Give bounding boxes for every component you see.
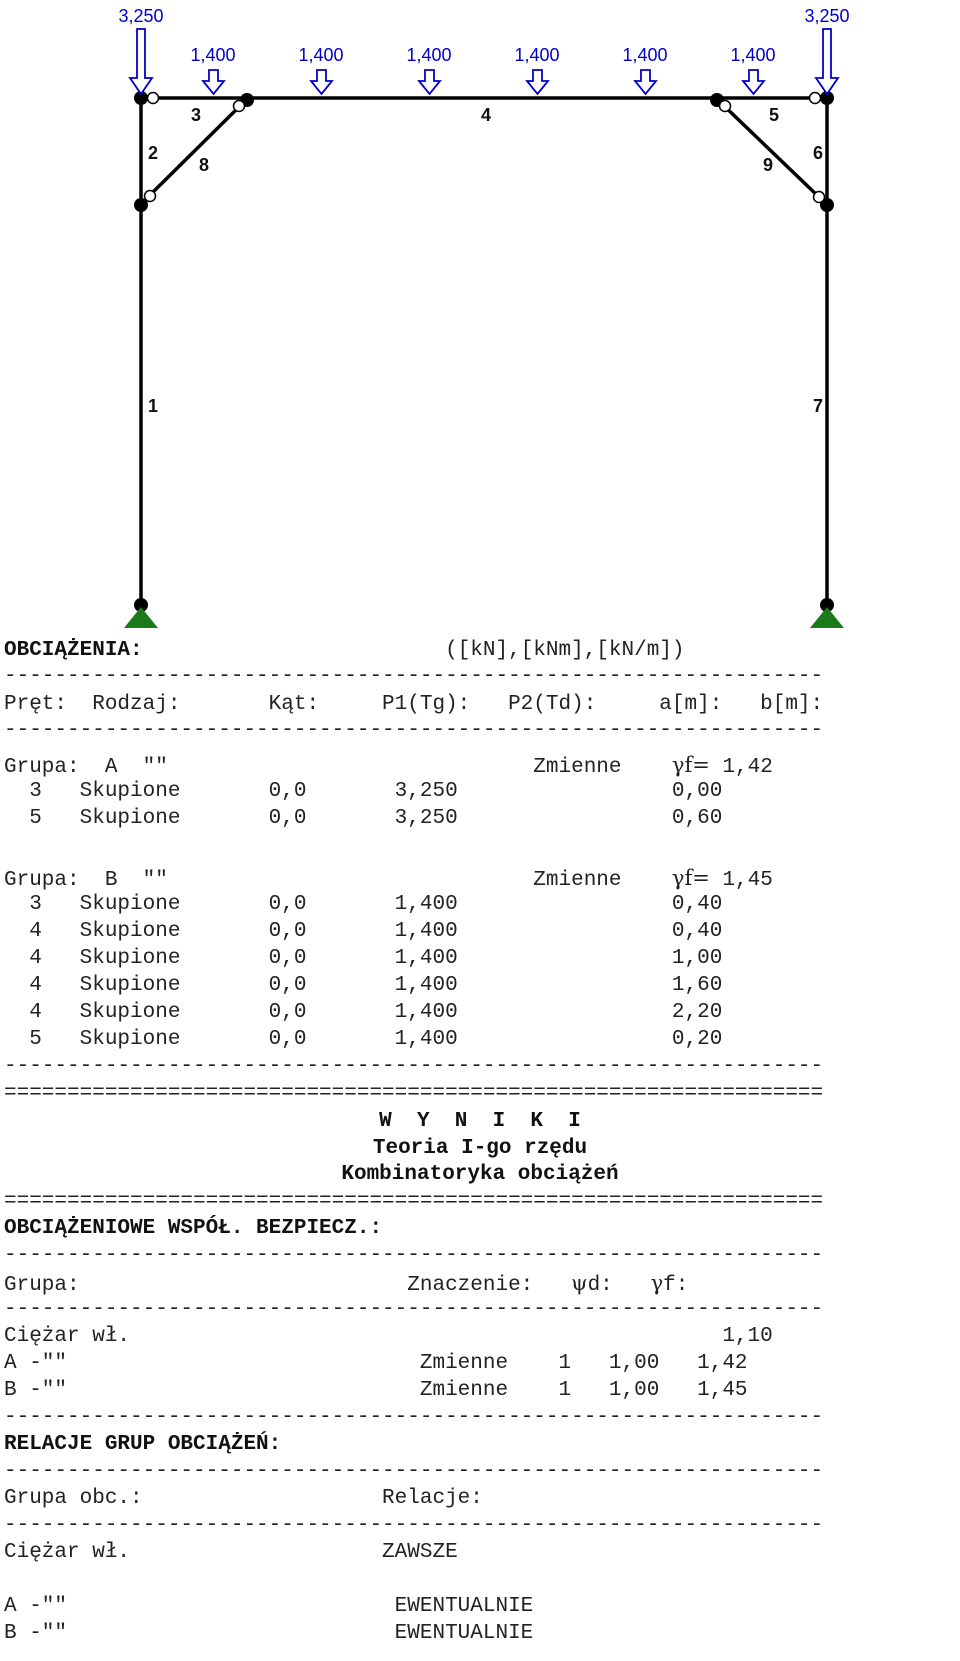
table-row: 4 Skupione 0,0 1,400 0,40: [4, 920, 723, 943]
hinge: [145, 191, 156, 202]
hinge: [148, 93, 159, 104]
separator: -----------------------------------------------------------------: [4, 665, 824, 688]
support-right: [810, 607, 844, 628]
load-arrow: [203, 70, 224, 94]
table-row: 4 Skupione 0,0 1,400 1,00: [4, 947, 723, 970]
separator: -----------------------------------------------------------------: [4, 1514, 824, 1537]
load-label: 3,250: [804, 6, 850, 26]
load-arrow: [743, 70, 764, 94]
load-arrow: [419, 70, 440, 94]
member-label: 6: [812, 143, 824, 163]
table-row: B -"" Zmienne 1 1,00 1,45: [4, 1379, 748, 1402]
table-row: Ciężar wł. 1,10: [4, 1325, 773, 1348]
loads-header: Pręt: Rodzaj: Kąt: P1(Tg): P2(Td): a[m]: b[m]:: [4, 693, 824, 716]
hinge: [720, 101, 731, 112]
member-label: 3: [190, 105, 202, 125]
load-arrow: [527, 70, 548, 94]
separator: -----------------------------------------------------------------: [4, 1406, 824, 1429]
results-theory: Teoria I-go rzędu: [372, 1137, 588, 1160]
relations-title: RELACJE GRUP OBCIĄŻEŃ:: [4, 1433, 282, 1456]
loads-title: OBCIĄŻENIA:: [4, 639, 143, 662]
member-label: 8: [198, 155, 210, 175]
support-left: [124, 607, 158, 628]
table-row: 3 Skupione 0,0 3,250 0,00: [4, 780, 723, 803]
load-arrow: [635, 70, 656, 94]
load-arrow-big: [816, 29, 838, 94]
table-row: 4 Skupione 0,0 1,400 1,60: [4, 974, 723, 997]
load-label: 1,400: [730, 45, 776, 65]
member-label: 4: [480, 105, 492, 125]
load-label: 3,250: [118, 6, 164, 26]
separator: -----------------------------------------------------------------: [4, 1460, 824, 1483]
factors-title: OBCIĄŻENIOWE WSPÓŁ. BEZPIECZ.:: [4, 1217, 383, 1240]
separator: -----------------------------------------------------------------: [4, 719, 824, 742]
hinge: [814, 192, 825, 203]
load-arrow-big: [130, 29, 152, 94]
member-label: 5: [768, 105, 780, 125]
separator: -----------------------------------------------------------------: [4, 1298, 824, 1321]
factors-header: Grupa: Znaczenie: ψd: γf:: [4, 1271, 689, 1297]
frame-diagram: [0, 0, 960, 640]
separator: -----------------------------------------------------------------: [4, 1244, 824, 1267]
separator-double: =================================================================: [4, 1190, 824, 1213]
group-a-header: Grupa: A "" Zmienne γf= 1,42: [4, 753, 773, 779]
results-title: W Y N I K I: [379, 1110, 581, 1133]
results-combinatorics: Kombinatoryka obciążeń: [341, 1163, 619, 1186]
separator-double: =================================================================: [4, 1082, 824, 1105]
member-label: 9: [762, 155, 774, 175]
member-label: 1: [147, 396, 159, 416]
load-label: 1,400: [190, 45, 236, 65]
load-label: 1,400: [298, 45, 344, 65]
member-label: 2: [147, 143, 159, 163]
table-row: 4 Skupione 0,0 1,400 2,20: [4, 1001, 723, 1024]
load-label: 1,400: [622, 45, 668, 65]
load-label: 1,400: [406, 45, 452, 65]
relations-header: Grupa obc.: Relacje:: [4, 1487, 483, 1510]
member-label: 7: [812, 396, 824, 416]
table-row: 3 Skupione 0,0 1,400 0,40: [4, 893, 723, 916]
table-row: A -"" EWENTUALNIE: [4, 1595, 534, 1618]
hinge: [810, 93, 821, 104]
table-row: 5 Skupione 0,0 3,250 0,60: [4, 807, 723, 830]
hinge: [234, 101, 245, 112]
load-label: 1,400: [514, 45, 560, 65]
table-row: A -"" Zmienne 1 1,00 1,42: [4, 1352, 748, 1375]
separator: -----------------------------------------------------------------: [4, 1055, 824, 1078]
group-b-header: Grupa: B "" Zmienne γf= 1,45: [4, 866, 773, 892]
units-label: ([kN],[kNm],[kN/m]): [445, 639, 685, 662]
table-row: 5 Skupione 0,0 1,400 0,20: [4, 1028, 723, 1051]
table-row: Ciężar wł. ZAWSZE: [4, 1541, 458, 1564]
table-row: B -"" EWENTUALNIE: [4, 1622, 534, 1645]
load-arrow: [311, 70, 332, 94]
